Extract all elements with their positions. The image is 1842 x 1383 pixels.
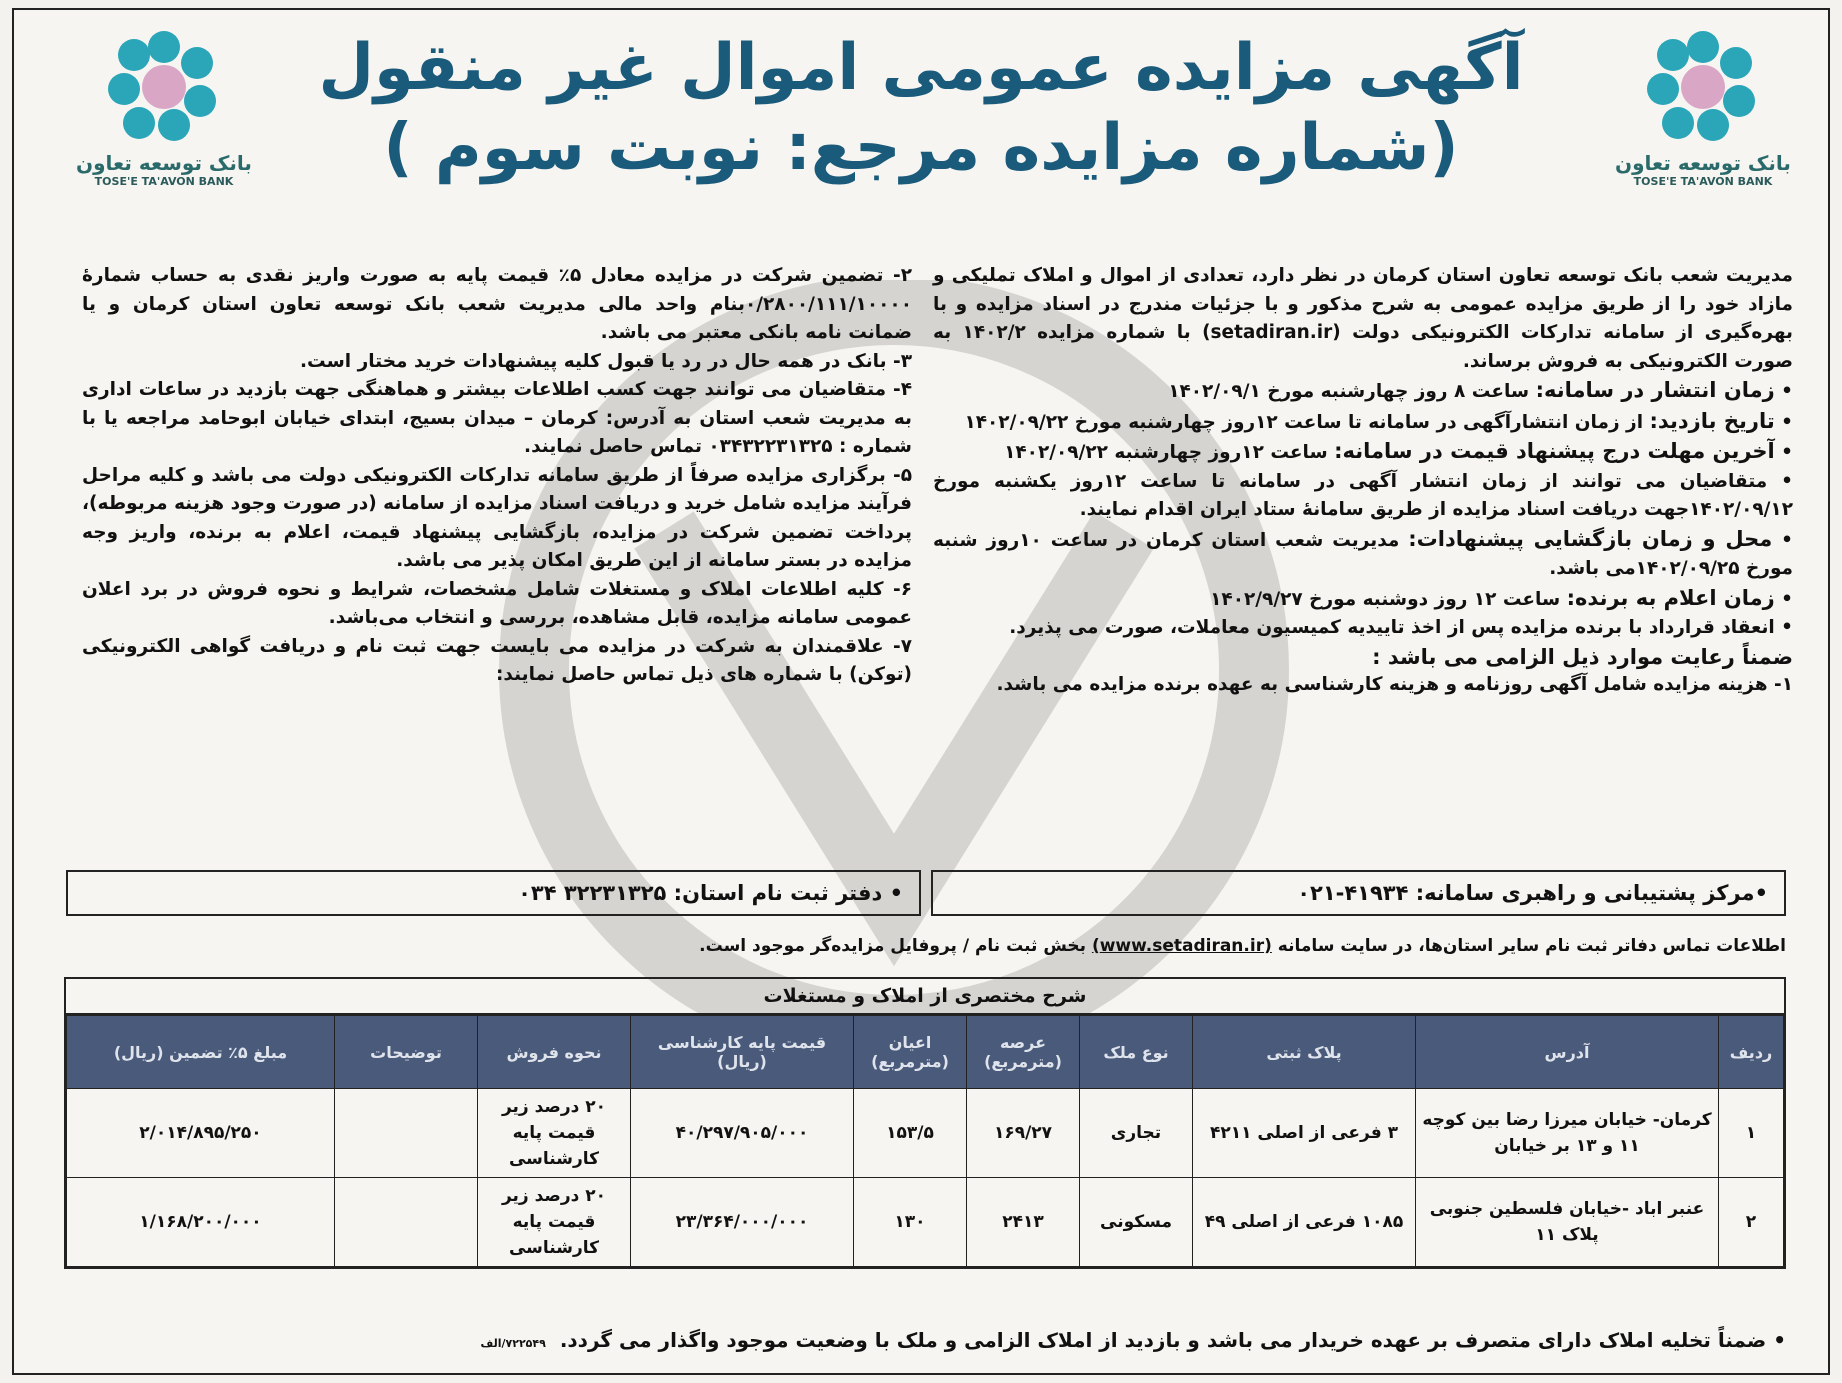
header-cell: نوع ملک [1080, 1016, 1193, 1089]
land-area-cell: ۱۶۹/۲۷ [967, 1089, 1080, 1178]
header [14, 10, 1828, 250]
land-area-cell: ۲۴۱۳ [967, 1178, 1080, 1267]
info-item: • متقاضیان می توانند از زمان انتشار آگهی در سامانه تا ساعت ۱۲روز یکشنبه مورخ ۱۴۰۲/۰۹/۱۲جهت دریافت اسناد مزایده از طریق سامانهٔ ستاد ایران اقدام نمایند. [933, 470, 1794, 520]
contacts-row [66, 870, 1786, 916]
logo-name-en: TOSE'E TA'AVON BANK [1633, 175, 1773, 188]
table-row [67, 1178, 1784, 1267]
description-cell [335, 1089, 478, 1178]
guarantee-cell: ۲/۰۱۴/۸۹۵/۲۵۰ [67, 1089, 335, 1178]
flower-logo-icon [104, 25, 224, 145]
logo-name-fa: بانک توسعه تعاون [76, 151, 252, 175]
header-cell: پلاک ثبتی [1193, 1016, 1416, 1089]
left-column [82, 262, 912, 690]
footer-note: • ضمناً تخلیه املاک دارای متصرف بر عهده خریدار می باشد و بازدید از املاک الزامی و ملک با وضعیت موجود واگذار می گردد.۷۲۲۵۴۹/الف [480, 1328, 1786, 1352]
support-center-box: •مرکز پشتیبانی و راهبری سامانه: ۴۱۹۳۴-۰۲۱ [931, 870, 1786, 916]
info-item: • انعقاد قرارداد با برنده مزایده پس از اخذ تاییدیه کمیسیون معاملات، صورت می پذیرد. [1009, 617, 1793, 638]
contact-note: اطلاعات تماس دفاتر ثبت نام سایر استان‌ها، در سایت سامانه (www.setadiran.ir) بخش ثبت نام / پروفایل مزایده‌گر موجود است. [699, 936, 1786, 956]
conditions-title: ضمناً رعایت موارد ذیل الزامی می باشد : [1372, 644, 1793, 669]
sale-method-cell: ۲۰ درصد زیر قیمت پایه کارشناسی [478, 1178, 631, 1267]
registry-office-box: • دفتر ثبت نام استان: ۳۲۲۳۱۳۲۵ ۰۳۴ [66, 870, 921, 916]
header-cell: توضیحات [335, 1016, 478, 1089]
plaque-cell: ۱۰۸۵ فرعی از اصلی ۴۹ [1193, 1178, 1416, 1267]
condition-item: ۵- برگزاری مزایده صرفاً از طریق سامانه تدارکات الکترونیکی دولت می باشد و کلیه مراحل فرآیند مزایده شامل خرید و دریافت اسناد مزایده از سامانه (در صورت وجود هزینه مربوطه)، پرداخت تضمین شرکت در مزایده، بازگشایی پیشنهاد قیمت، اعلام به برنده، واریز وجه مزایده در بستر سامانه از این طریق امکان پذیر می باشد. [82, 464, 912, 571]
condition-item: ۳- بانک در همه حال در رد یا قبول کلیه پیشنهادات خرید مختار است. [299, 350, 912, 372]
intro-paragraph: مدیریت شعب بانک توسعه تعاون استان کرمان در نظر دارد، تعدادی از اموال و املاک تملیکی و مازاد خود را از طریق مزایده عمومی به شرح مذکور و با جزئیات مندرج در اسناد مزایده و با بهره‌گیری از سامانه تدارکات الکترونیکی دولت (setadiran.ir) با شماره مزایده ۱۴۰۲/۲ به صورت الکترونیکی به فروش برساند. [933, 265, 1793, 372]
table-title: شرح مختصری از املاک و مستغلات [66, 979, 1784, 1015]
row-number: ۲ [1719, 1178, 1784, 1267]
table-row [67, 1089, 1784, 1178]
condition-item: ۲- تضمین شرکت در مزایده معادل ۵٪ قیمت پایه به صورت واریز نقدی به حساب شمارهٔ ۰/۲۸۰۰/۱۱۱/۱۰۰۰۰بنام واحد مالی مدیریت شعب بانک توسعه تعاون استان کرمان و یا ضمانت نامه بانکی معتبر می باشد. [82, 265, 912, 343]
bank-logo-right [1598, 25, 1808, 188]
info-item: • آخرین مهلت درج پیشنهاد قیمت در سامانه: ساعت ۱۲روز چهارشنبه ۱۴۰۲/۰۹/۲۲ [1004, 439, 1793, 463]
header-cell: قیمت پایه کارشناسی (ریال) [631, 1016, 854, 1089]
sale-method-cell: ۲۰ درصد زیر قیمت پایه کارشناسی [478, 1089, 631, 1178]
info-item: • زمان انتشار در سامانه: ساعت ۸ روز چهارشنبه مورخ ۱۴۰۲/۰۹/۱ [1168, 378, 1793, 402]
info-item: • محل و زمان بازگشایی پیشنهادات: مدیریت شعب استان کرمان در ساعت ۱۰روز شنبه مورخ ۱۴۰۲/۰۹/۲۵می باشد. [933, 526, 1793, 579]
condition-item: ۴- متقاضیان می توانند جهت کسب اطلاعات بیشتر و هماهنگی جهت بازدید در ساعات اداری به مدیریت شعب استان به آدرس: کرمان – میدان بسیج، ابتدای خیابان ابوحامد مراجعه یا با شماره : ۰۳۴۳۲۲۳۱۳۲۵ تماس حاصل نمایند. [82, 379, 912, 457]
base-price-cell: ۴۰/۲۹۷/۹۰۵/۰۰۰ [631, 1089, 854, 1178]
description-cell [335, 1178, 478, 1267]
base-price-cell: ۲۳/۳۶۴/۰۰۰/۰۰۰ [631, 1178, 854, 1267]
header-cell: عرصه (مترمربع) [967, 1016, 1080, 1089]
info-item: • تاریخ بازدید: از زمان انتشارآگهی در سامانه تا ساعت ۱۲روز چهارشنبه مورخ ۱۴۰۲/۰۹/۲۲ [964, 408, 1793, 433]
table-header-row [67, 1016, 1784, 1089]
header-cell: آدرس [1416, 1016, 1719, 1089]
page-title [274, 28, 1568, 188]
header-cell: مبلغ ۵٪ تضمین (ریال) [67, 1016, 335, 1089]
title-line-1: آگهی مزایده عمومی اموال غیر منقول [318, 31, 1524, 105]
title-line-2: (شماره مزایده مرجع: نوبت سوم ) [383, 111, 1459, 185]
condition-item: ۱- هزینه مزایده شامل آگهی روزنامه و هزینه کارشناسی به عهده برنده مزایده می باشد. [996, 674, 1793, 695]
setadiran-link[interactable]: (www.setadiran.ir) [1091, 936, 1272, 956]
flower-logo-icon [1643, 25, 1763, 145]
condition-item: ۶- کلیه اطلاعات املاک و مستغلات شامل مشخصات، شرایط و نحوه فروش در برد اعلان عمومی سامانه مزایده، قابل مشاهده، بررسی و انتخاب می‌باشد. [82, 578, 912, 628]
address-cell: عنبر اباد -خیابان فلسطین جنوبی پلاک ۱۱ [1416, 1178, 1719, 1267]
info-item: • زمان اعلام به برنده: ساعت ۱۲ روز دوشنبه مورخ ۱۴۰۲/۹/۲۷ [1210, 585, 1793, 610]
guarantee-cell: ۱/۱۶۸/۲۰۰/۰۰۰ [67, 1178, 335, 1267]
condition-item: ۷- علاقمندان به شرکت در مزایده می بایست جهت ثبت نام و دریافت گواهی الکترونیکی (توکن) با شماره های ذیل تماس حاصل نمایند: [82, 635, 912, 685]
type-cell: مسکونی [1080, 1178, 1193, 1267]
bank-logo-left [59, 25, 269, 188]
ad-code: ۷۲۲۵۴۹/الف [480, 1337, 546, 1350]
type-cell: تجاری [1080, 1089, 1193, 1178]
plaque-cell: ۳ فرعی از اصلی ۴۲۱۱ [1193, 1089, 1416, 1178]
header-cell: نحوه فروش [478, 1016, 631, 1089]
auction-notice [12, 8, 1830, 1375]
properties-table [64, 977, 1786, 1269]
building-area-cell: ۱۳۰ [854, 1178, 967, 1267]
header-cell: ردیف [1719, 1016, 1784, 1089]
building-area-cell: ۱۵۳/۵ [854, 1089, 967, 1178]
right-column [933, 262, 1793, 700]
logo-name-fa: بانک توسعه تعاون [1615, 151, 1791, 175]
header-cell: اعیان (مترمربع) [854, 1016, 967, 1089]
address-cell: کرمان- خیابان میرزا رضا بین کوچه ۱۱ و ۱۳ بر خیابان [1416, 1089, 1719, 1178]
row-number: ۱ [1719, 1089, 1784, 1178]
logo-name-en: TOSE'E TA'AVON BANK [94, 175, 234, 188]
